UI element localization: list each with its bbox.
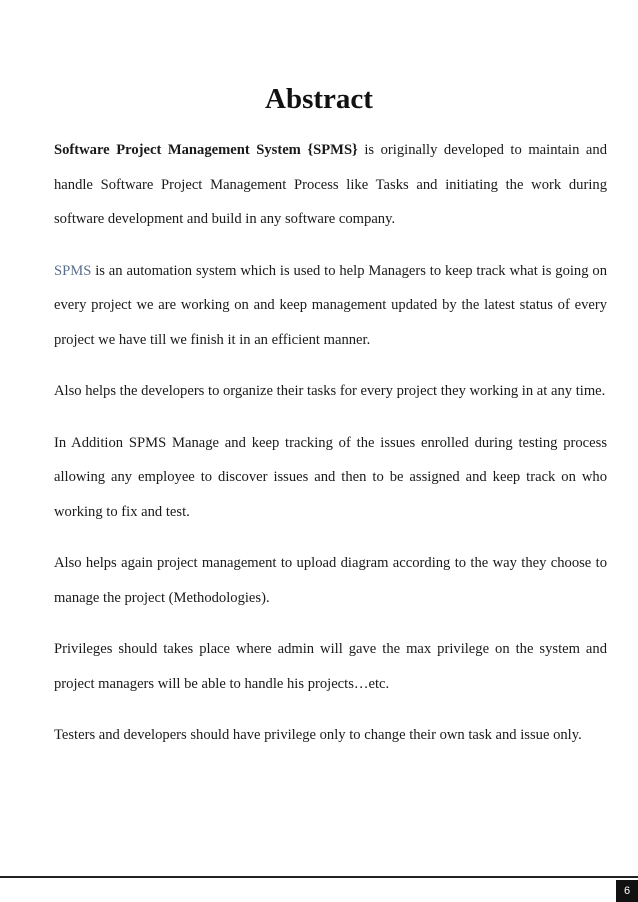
paragraph-2 bbox=[54, 254, 607, 358]
paragraph-2-text: is an automation system which is used to help Managers to keep track what is going on every project we are working on and keep management updated by the latest status of every project we have till we finish it in an efficient manner. bbox=[54, 262, 607, 348]
paragraph-1 bbox=[54, 133, 607, 237]
paragraph-6: Privileges should takes place where admin will gave the max privilege on the system and project managers will be able to handle his projects…etc. bbox=[54, 641, 607, 692]
paragraph-3: Also helps the developers to organize their tasks for every project they working in at any time. bbox=[54, 383, 606, 399]
paragraph-4: In Addition SPMS Manage and keep tracking of the issues enrolled during testing process allowing any employee to discover issues and then to be assigned and keep track on who working to fix and test. bbox=[54, 434, 607, 520]
abstract-body bbox=[54, 133, 607, 770]
paragraph-7: Testers and developers should have privilege only to change their own task and issue only. bbox=[54, 727, 582, 743]
page-number-badge: 6 bbox=[616, 880, 638, 902]
spms-highlight: SPMS bbox=[54, 262, 92, 279]
paragraph-1-text: is originally developed to maintain and handle Software Project Management Process like Tasks and initiating the work during software development and build in any software company. bbox=[54, 142, 608, 227]
page-title: Abstract bbox=[265, 83, 373, 115]
system-name-bold: Software Project Management System {SPMS} bbox=[54, 142, 358, 158]
footer-divider bbox=[0, 876, 638, 878]
paragraph-5: Also helps again project management to upload diagram according to the way they choose to manage the project (Methodologies). bbox=[54, 555, 607, 606]
